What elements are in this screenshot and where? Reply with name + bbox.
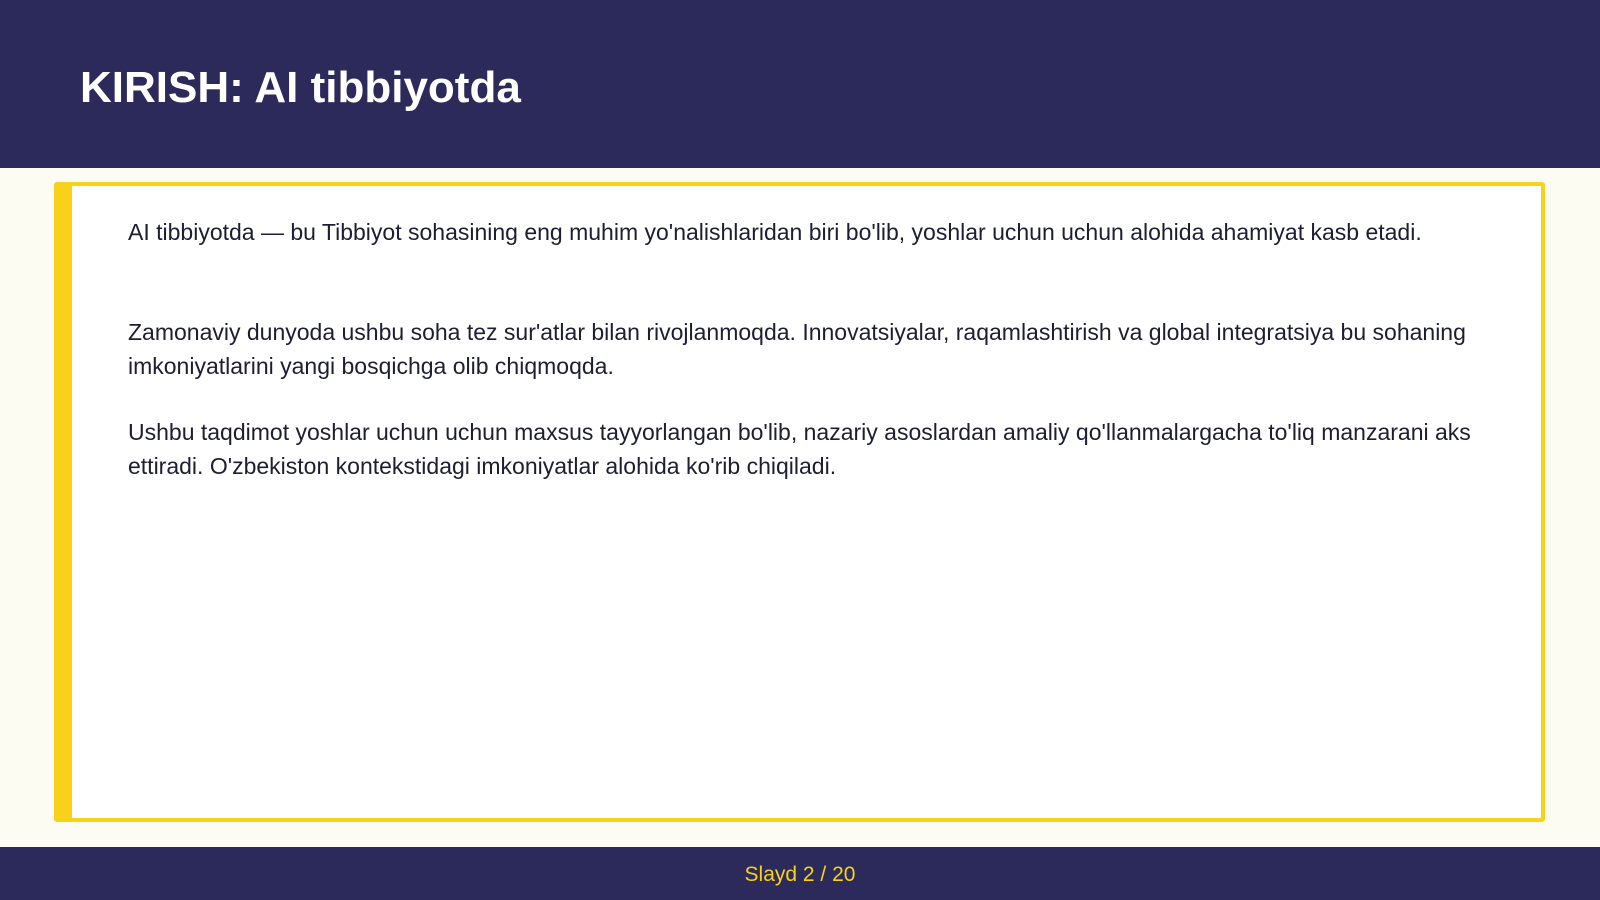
slide-footer [0, 847, 1600, 900]
slide-number: Slayd 2 / 20 [744, 863, 856, 886]
content-card [54, 182, 1545, 822]
content-paragraph-3: Ushbu taqdimot yoshlar uchun uchun maxsus tayyorlangan bo'lib, nazariy asoslardan amaliy qo'llanmalargacha to'liq manzarani aks ettiradi. O'zbekiston kontekstidagi imkoniyatlar alohida ko'rib chiqiladi. [128, 419, 1471, 479]
slide-header [0, 0, 1600, 168]
content-paragraph-1: AI tibbiyotda — bu Tibbiyot sohasining eng muhim yo'nalishlaridan biri bo'lib, yoshlar uchun uchun alohida ahamiyat kasb etadi. [128, 219, 1422, 245]
content-paragraph-2: Zamonaviy dunyoda ushbu soha tez sur'atlar bilan rivojlanmoqda. Innovatsiyalar, raqamlashtirish va global integratsiya bu sohaning imkoniyatlarini yangi bosqichga olib chiqmoqda. [128, 319, 1466, 379]
slide-title: KIRISH: AI tibbiyotda [80, 63, 521, 112]
